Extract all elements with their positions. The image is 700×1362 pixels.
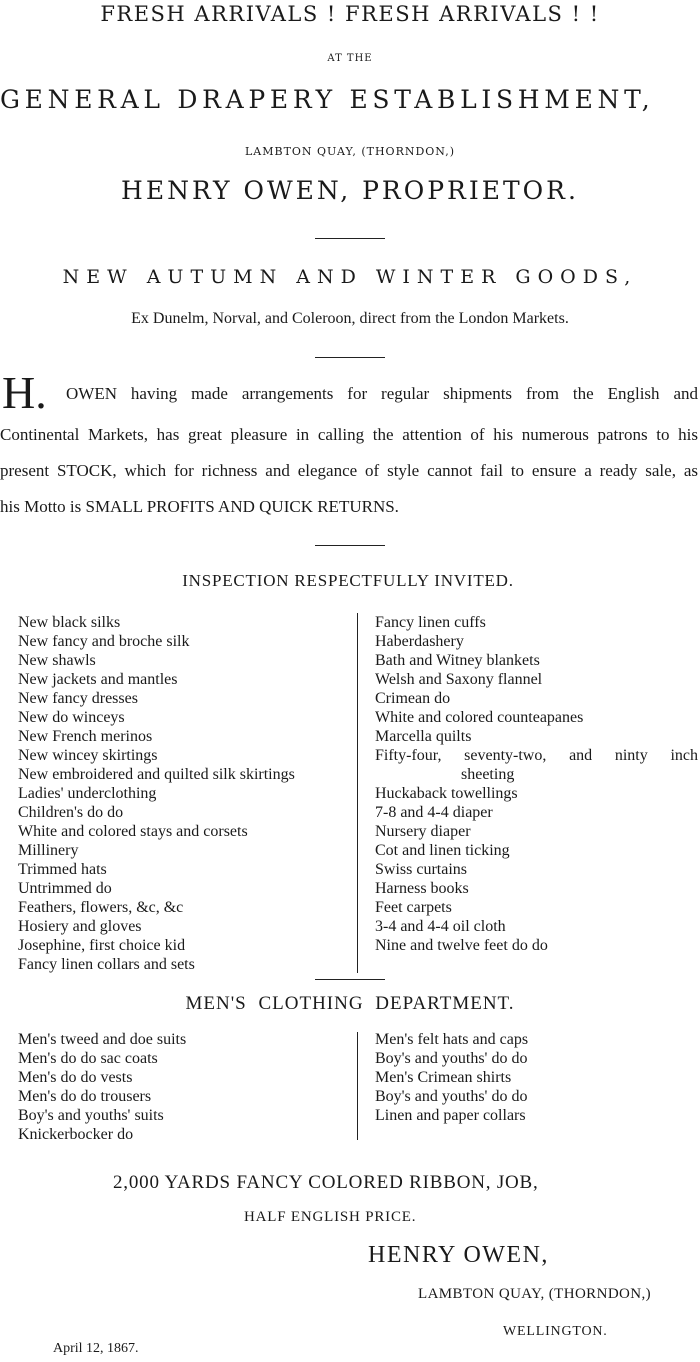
list-item: White and colored stays and corsets: [18, 823, 248, 840]
list-item: New embroidered and quilted silk skirtings: [18, 766, 295, 783]
column-divider: [357, 1032, 358, 1140]
mens-right-list: [375, 1030, 528, 1125]
list-item: New black silks: [18, 614, 121, 631]
drop-initial: H.: [2, 367, 47, 418]
list-item: Men's do do trousers: [18, 1088, 152, 1105]
list-item: Untrimmed do: [18, 880, 112, 897]
list-item: Haberdashery: [375, 633, 464, 650]
list-item: Men's felt hats and caps: [375, 1031, 529, 1048]
headline-fresh-arrivals: FRESH ARRIVALS ! FRESH ARRIVALS ! !: [100, 2, 600, 26]
list-item: New do winceys: [18, 709, 125, 726]
goods-subtitle: Ex Dunelm, Norval, and Coleroon, direct from the London Markets.: [131, 310, 569, 327]
header-address: LAMBTON QUAY, (THORNDON,): [244, 145, 456, 158]
list-item: Nursery diaper: [375, 823, 471, 840]
list-item: 3-4 and 4-4 oil cloth: [375, 918, 506, 935]
list-item: Fifty-four, seventy-two, and ninty inch: [375, 747, 698, 764]
list-item: Children's do do: [18, 804, 124, 821]
list-item: Boy's and youths' suits: [18, 1107, 164, 1124]
list-item: Welsh and Saxony flannel: [375, 671, 543, 688]
list-item: Nine and twelve feet do do: [375, 937, 548, 954]
divider-rule: [315, 357, 385, 358]
list-item: Josephine, first choice kid: [18, 937, 186, 954]
list-item: Knickerbocker do: [18, 1126, 134, 1143]
list-item: White and colored counteapanes: [375, 709, 584, 726]
inspection-left-list: [18, 613, 295, 974]
divider-rule: [315, 545, 385, 546]
list-item: Hosiery and gloves: [18, 918, 142, 935]
list-item: Fancy linen cuffs: [375, 614, 486, 631]
proprietor-line: HENRY OWEN, PROPRIETOR.: [121, 176, 579, 205]
list-item: Crimean do: [375, 690, 451, 707]
column-divider: [357, 613, 358, 973]
list-item: Cot and linen ticking: [375, 842, 510, 859]
mens-title: MEN'S CLOTHING DEPARTMENT.: [185, 993, 515, 1014]
signature-city: WELLINGTON.: [503, 1324, 608, 1339]
goods-title: NEW AUTUMN AND WINTER GOODS,: [62, 266, 638, 288]
establishment-title: GENERAL DRAPERY ESTABLISHMENT,: [0, 85, 655, 114]
list-item: Feathers, flowers, &c, &c: [18, 899, 184, 916]
list-item: Boy's and youths' do do: [375, 1050, 528, 1067]
list-item: Swiss curtains: [375, 861, 467, 878]
list-item: New wincey skirtings: [18, 747, 158, 764]
ribbon-price: HALF ENGLISH PRICE.: [244, 1209, 417, 1225]
signature-name: HENRY OWEN,: [368, 1242, 549, 1268]
list-item: 7-8 and 4-4 diaper: [375, 804, 493, 821]
list-item: New fancy and broche silk: [18, 633, 190, 650]
list-item: New French merinos: [18, 728, 153, 745]
list-item: Huckaback towellings: [375, 785, 518, 802]
list-item: Fancy linen collars and sets: [18, 956, 195, 973]
inspection-right-list: [375, 613, 698, 955]
advert-date: April 12, 1867.: [53, 1341, 139, 1356]
inspection-title: INSPECTION RESPECTFULLY INVITED.: [182, 571, 514, 590]
ribbon-offer: 2,000 YARDS FANCY COLORED RIBBON, JOB,: [113, 1172, 539, 1193]
list-item: Harness books: [375, 880, 469, 897]
list-item: Boy's and youths' do do: [375, 1088, 528, 1105]
list-item: Men's tweed and doe suits: [18, 1031, 187, 1048]
list-item: Millinery: [18, 842, 79, 859]
list-item: New jackets and mantles: [18, 671, 178, 688]
divider-rule: [315, 979, 385, 980]
list-item: Men's do do sac coats: [18, 1050, 158, 1067]
paragraph-line: present STOCK, which for richness and elegance of style cannot fail to ensure a ready sale, as: [0, 461, 698, 480]
list-item: Marcella quilts: [375, 728, 472, 745]
divider-rule: [315, 238, 385, 239]
paragraph-line: OWEN having made arrangements for regular shipments from the English and: [66, 384, 698, 403]
list-item: Ladies' underclothing: [18, 785, 157, 802]
list-item: Bath and Witney blankets: [375, 652, 540, 669]
list-item: Men's Crimean shirts: [375, 1069, 512, 1086]
paragraph-line: Continental Markets, has great pleasure in calling the attention of his numerous patrons to his: [0, 425, 698, 444]
signature-address: LAMBTON QUAY, (THORNDON,): [418, 1286, 652, 1302]
list-item: New shawls: [18, 652, 96, 669]
list-item: Trimmed hats: [18, 861, 107, 878]
list-item: Feet carpets: [375, 899, 452, 916]
list-item: Linen and paper collars: [375, 1107, 526, 1124]
at-the-label: AT THE: [327, 53, 373, 64]
list-item: Men's do do vests: [18, 1069, 133, 1086]
paragraph-line: his Motto is SMALL PROFITS AND QUICK RETURNS.: [0, 497, 399, 516]
list-item: sheeting: [461, 766, 515, 783]
mens-left-list: [18, 1030, 186, 1144]
list-item: New fancy dresses: [18, 690, 138, 707]
